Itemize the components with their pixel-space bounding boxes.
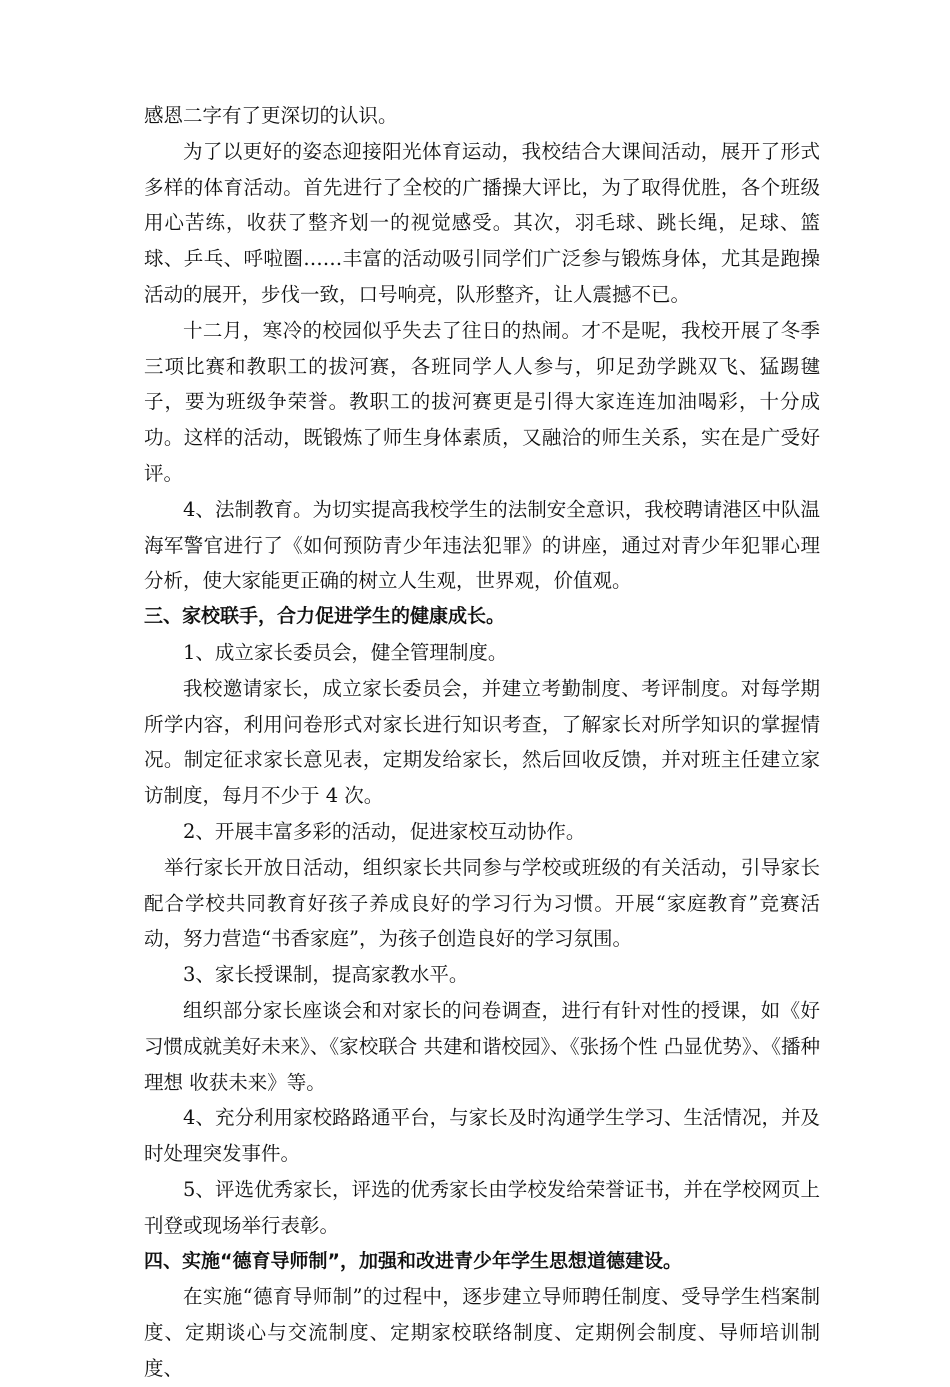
paragraph: 十二月，寒冷的校园似乎失去了往日的热闹。才不是呢，我校开展了冬季三项比赛和教职工的拔河赛，各班同学人人参与，卯足劲学跳双飞、猛踢毽子，要为班级争荣誉。教职工的拔河赛更是引得大家连连加油喝彩，十分成功。这样的活动，既锻炼了师生身体素质，又融洽的师生关系，实在是广受好评。 <box>144 318 820 485</box>
paragraph: 4、法制教育。为切实提高我校学生的法制安全意识，我校聘请港区中队温海军警官进行了《如何预防青少年违法犯罪》的讲座，通过对青少年犯罪心理分析，使大家能更正确的树立人生观，世界观，价值观。 <box>144 497 820 593</box>
paragraph: 组织部分家长座谈会和对家长的问卷调查，进行有针对性的授课，如《好习惯成就美好未来》、《家校联合 共建和谐校园》、《张扬个性 凸显优势》、《播种理想 收获未来》等。 <box>144 998 820 1094</box>
paragraph: 为了以更好的姿态迎接阳光体育运动，我校结合大课间活动，展开了形式多样的体育活动。首先进行了全校的广播操大评比，为了取得优胜，各个班级用心苦练，收获了整齐划一的视觉感受。其次，羽毛球、跳长绳，足球、篮球、乒乓、呼啦圈……丰富的活动吸引同学们广泛参与锻炼身体，尤其是跑操活动的展开，步伐一致，口号响亮，队形整齐，让人震撼不已。 <box>144 139 820 306</box>
subheading: 3、家长授课制，提高家教水平。 <box>183 963 469 987</box>
subheading: 1、成立家长委员会，健全管理制度。 <box>183 640 508 664</box>
paragraph: 4、充分利用家校路路通平台，与家长及时沟通学生学习、生活情况，并及时处理突发事件。 <box>144 1106 820 1166</box>
paragraph: 感恩二字有了更深切的认识。 <box>144 104 398 127</box>
paragraph: 在实施“德育导师制”的过程中，逐步建立导师聘任制度、受导学生档案制度、定期谈心与交流制度、定期家校联络制度、定期例会制度、导师培训制度、 <box>144 1285 820 1380</box>
paragraph: 我校邀请家长，成立家长委员会，并建立考勤制度、考评制度。对每学期所学内容，利用问卷形式对家长进行知识考查，了解家长对所学知识的掌握情况。制定征求家长意见表，定期发给家长，然后回收反馈，并对班主任建立家访制度，每月不少于 4 次。 <box>144 676 820 808</box>
section-heading: 四、实施“德育导师制”，加强和改进青少年学生思想道德建设。 <box>144 1249 682 1272</box>
paragraph: 5、评选优秀家长，评选的优秀家长由学校发给荣誉证书，并在学校网页上刊登或现场举行表彰。 <box>144 1177 820 1237</box>
section-heading: 三、家校联手，合力促进学生的健康成长。 <box>144 605 506 628</box>
paragraph: 举行家长开放日活动，组织家长共同参与学校或班级的有关活动，引导家长配合学校共同教育好孩子养成良好的学习行为习惯。开展“家庭教育”竞赛活动，努力营造“书香家庭”，为孩子创造良好的学习氛围。 <box>144 855 820 951</box>
subheading: 2、开展丰富多彩的活动，促进家校互动协作。 <box>183 819 586 843</box>
document-body <box>144 98 820 1387</box>
